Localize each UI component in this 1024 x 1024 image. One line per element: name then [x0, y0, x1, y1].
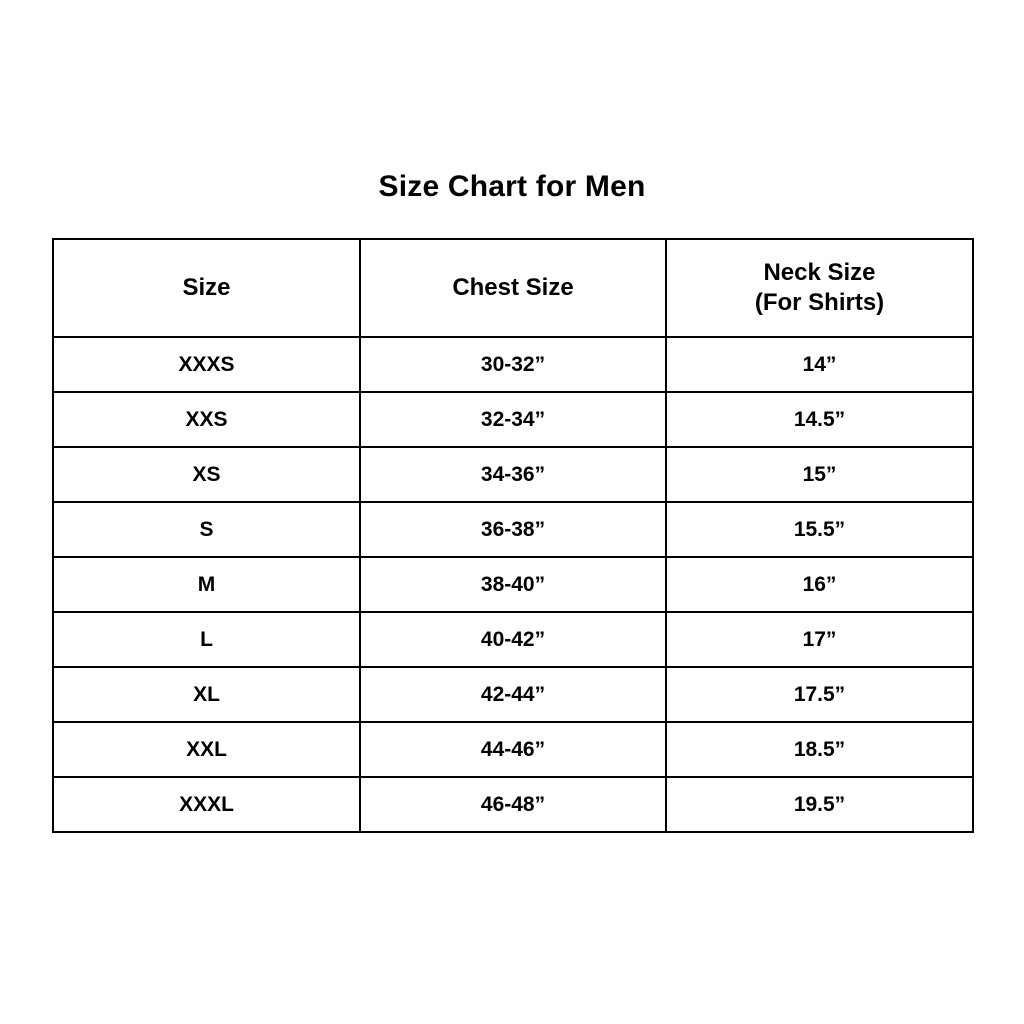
- table-body: [53, 337, 973, 832]
- cell-size: XXXS: [53, 337, 360, 392]
- size-chart-table: [52, 238, 974, 833]
- cell-neck: 15.5”: [666, 502, 973, 557]
- table-row: [53, 447, 973, 502]
- table-header-row: [53, 239, 973, 337]
- table-row: [53, 612, 973, 667]
- cell-neck: 18.5”: [666, 722, 973, 777]
- cell-chest: 30-32”: [360, 337, 666, 392]
- column-header-neck-label: Neck Size: [763, 259, 876, 286]
- table-row: [53, 502, 973, 557]
- cell-neck: 17.5”: [666, 667, 973, 722]
- cell-size: XXXL: [53, 777, 360, 832]
- cell-neck: 14”: [666, 337, 973, 392]
- cell-neck: 17”: [666, 612, 973, 667]
- column-header-neck: [666, 239, 973, 337]
- cell-neck: 14.5”: [666, 392, 973, 447]
- table-header: [53, 239, 973, 337]
- cell-chest: 46-48”: [360, 777, 666, 832]
- cell-chest: 38-40”: [360, 557, 666, 612]
- column-header-chest-label: Chest Size: [452, 274, 574, 301]
- column-header-chest: [360, 239, 666, 337]
- cell-size: XL: [53, 667, 360, 722]
- cell-size: XS: [53, 447, 360, 502]
- table-row: [53, 557, 973, 612]
- cell-size: M: [53, 557, 360, 612]
- cell-size: S: [53, 502, 360, 557]
- cell-chest: 42-44”: [360, 667, 666, 722]
- cell-neck: 16”: [666, 557, 973, 612]
- column-header-size-label: Size: [182, 274, 231, 301]
- cell-size: XXL: [53, 722, 360, 777]
- table-row: [53, 667, 973, 722]
- cell-chest: 34-36”: [360, 447, 666, 502]
- page-title: Size Chart for Men: [378, 170, 646, 203]
- table-row: [53, 777, 973, 832]
- cell-chest: 32-34”: [360, 392, 666, 447]
- table-row: [53, 722, 973, 777]
- size-chart-table-wrapper: [52, 238, 972, 833]
- cell-chest: 40-42”: [360, 612, 666, 667]
- cell-size: XXS: [53, 392, 360, 447]
- cell-neck: 19.5”: [666, 777, 973, 832]
- column-header-neck-sublabel: (For Shirts): [754, 289, 885, 316]
- table-row: [53, 392, 973, 447]
- cell-chest: 36-38”: [360, 502, 666, 557]
- column-header-size: [53, 239, 360, 337]
- cell-neck: 15”: [666, 447, 973, 502]
- table-row: [53, 337, 973, 392]
- cell-size: L: [53, 612, 360, 667]
- cell-chest: 44-46”: [360, 722, 666, 777]
